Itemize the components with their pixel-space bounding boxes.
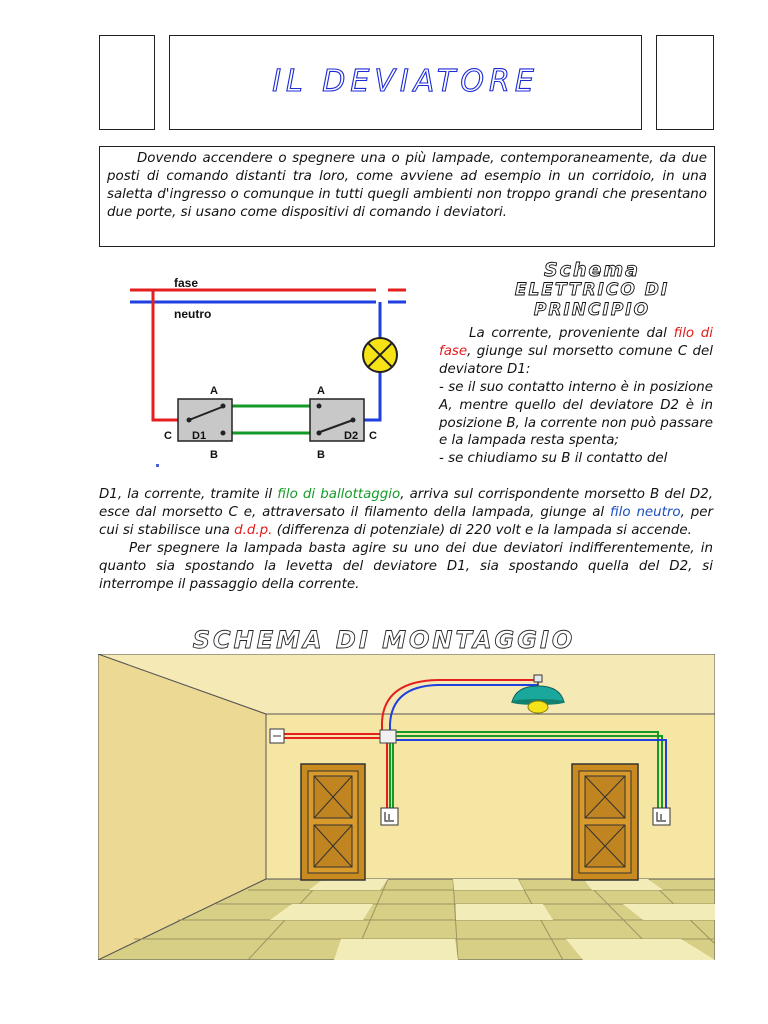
- d1-b-label: B: [210, 449, 218, 461]
- neutro-label: neutro: [174, 307, 212, 321]
- filo-neutro-term: filo neutro: [610, 504, 681, 520]
- intro-box: [99, 146, 715, 247]
- intro-text: Dovendo accendere o spegnere una o più lampade, contemporaneamente, da due posti di comando distanti tra loro, come avviene ad esempio in un corridoio, in una saletta d'ingresso o comunque in tutti quegli ambienti non troppo grandi che presentano due porte, si usano come dispositivi di comando i deviatori.: [107, 151, 707, 220]
- page-title: IL DEVIATORE: [272, 64, 539, 99]
- ddp-term: d.d.p.: [234, 522, 273, 538]
- d1-label: D1: [192, 430, 207, 442]
- deviatore-d1: [178, 399, 232, 442]
- d2-c-label: C: [369, 430, 377, 442]
- circuit-diagram: [124, 268, 424, 468]
- montage-heading: SCHEMA DI MONTAGGIO: [192, 626, 576, 654]
- filo-ballottaggio-term: filo di ballottaggio: [277, 487, 401, 502]
- header-left-box: [99, 35, 155, 130]
- header-right-box: [656, 35, 714, 130]
- door-right: [572, 764, 638, 880]
- explanation-continued: D1, la corrente, tramite il filo di ballottaggio, arriva sul corrispondente morsetto B del D2, esce dal morsetto C e, attraversato il filamento della lampada, giunge al filo neutro, per cui si stabilisce una d.d.p. (differenza di potenziale) di 220 volt e la lampada si accende. Per spegnere la lampada basta agire su uno dei due deviatori indifferentemente, in quanto sia spostando la levetta del deviatore D1, sia spostando quella del D2, si interrompe il passaggio della corrente.: [99, 487, 714, 592]
- d2-a-label: A: [317, 385, 325, 397]
- d2-b-label: B: [317, 449, 325, 461]
- junction-box: [380, 730, 396, 743]
- switch-d2: [653, 808, 670, 825]
- d1-a-label: A: [210, 385, 218, 397]
- d1-c-label: C: [164, 430, 172, 442]
- installation-illustration: [98, 654, 715, 960]
- spegnere-paragraph: Per spegnere la lampada basta agire su uno dei due deviatori indifferentemente, in quanto sia spostando la levetta del deviatore D1, sia spostando quella del D2, si interrompe il passaggio della corrente.: [99, 540, 713, 592]
- filo-fase-term: filo di fase: [439, 326, 714, 359]
- deviatore-d2: [310, 399, 364, 442]
- fase-label: fase: [174, 276, 199, 290]
- explanation-column: La corrente, proveniente dal filo di fase, giunge sul morsetto comune C del deviatore D1: - se il suo contatto interno è in posizione A, mentre quello del deviatore D2 è in posizione B, la corrente non può passare e la lampada resta spenta; - se chiudiamo su B il contatto del: [439, 326, 714, 467]
- header-title-box: [169, 35, 642, 130]
- lamp-to-d2-wire: [364, 372, 380, 420]
- d2-label: D2: [344, 430, 359, 442]
- schema-heading: Schema ELETTRICO DI PRINCIPIO: [514, 259, 670, 320]
- door-left: [301, 764, 365, 880]
- switch-d1: [381, 808, 398, 825]
